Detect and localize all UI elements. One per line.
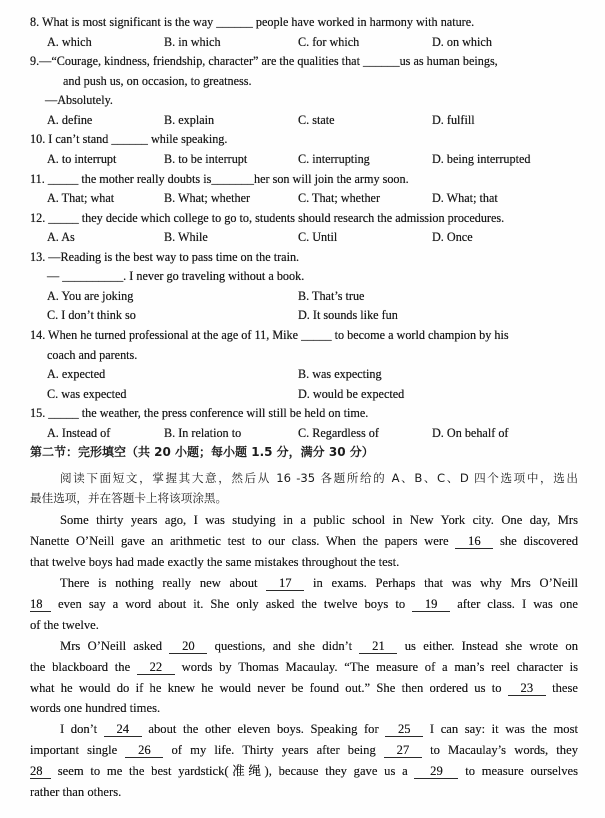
option-d: D. On behalf of bbox=[432, 425, 509, 440]
blank-26: 26 bbox=[125, 744, 163, 758]
question-stem: 9.—“Courage, kindness, friendship, character” are the qualities that ______us as human beings, bbox=[30, 54, 498, 69]
question-14-stem-line bbox=[0, 326, 605, 346]
question-11-options bbox=[0, 189, 605, 209]
option-b: B. was expecting bbox=[298, 367, 382, 382]
passage-line bbox=[30, 782, 578, 803]
section-instructions bbox=[0, 468, 605, 508]
cloze-passage bbox=[0, 510, 605, 802]
instruction-line: 阅读下面短文，掌握其大意，然后从 16 -35 各题所给的 A、B、C、D 四个选项中，选出 bbox=[60, 470, 578, 485]
option-d: D. on which bbox=[432, 34, 492, 49]
option-b: B. in which bbox=[164, 34, 221, 49]
blank-22: 22 bbox=[137, 661, 175, 675]
question-13-stem-line bbox=[0, 267, 605, 287]
blank-20: 20 bbox=[169, 640, 207, 654]
option-a: A. Instead of bbox=[47, 425, 111, 440]
passage-text: I don’t bbox=[60, 722, 104, 737]
question-stem: 13. —Reading is the best way to pass time on the train. bbox=[30, 249, 300, 264]
question-14-options-row bbox=[0, 365, 605, 385]
dialogue-reply: — __________. I never go traveling without a book. bbox=[47, 269, 305, 284]
option-a: A. That; what bbox=[47, 191, 115, 206]
question-14-options-row bbox=[0, 385, 605, 405]
passage-line bbox=[60, 636, 578, 657]
option-b: B. explain bbox=[164, 112, 215, 127]
option-a: A. You are joking bbox=[47, 288, 134, 303]
passage-text: to measure ourselves bbox=[458, 764, 579, 779]
question-11-stem-line bbox=[0, 170, 605, 190]
option-c: C. I don’t think so bbox=[47, 308, 136, 323]
passage-text: seem to me the best yardstick(准绳), because they gave us a bbox=[51, 764, 415, 779]
multiple-choice-section bbox=[0, 13, 605, 443]
option-c: C. interrupting bbox=[298, 151, 370, 166]
dialogue-reply: —Absolutely. bbox=[45, 93, 113, 108]
option-a: A. As bbox=[47, 230, 75, 245]
passage-line bbox=[30, 698, 578, 719]
passage-text: words by Thomas Macaulay. “The measure of a man’s reel character is bbox=[174, 659, 578, 674]
option-b: B. That’s true bbox=[298, 288, 365, 303]
question-stem-continued: and push us, on occasion, to greatness. bbox=[63, 73, 252, 88]
question-12-options bbox=[0, 228, 605, 248]
passage-line bbox=[60, 510, 578, 531]
question-9-options bbox=[0, 111, 605, 131]
option-d: D. being interrupted bbox=[432, 151, 531, 166]
instruction-line: 最佳选项，并在答题卡上将该项涂黑。 bbox=[30, 490, 228, 505]
passage-text: us either. Instead she wrote on bbox=[397, 638, 579, 653]
option-d: D. would be expected bbox=[298, 386, 405, 401]
blank-19: 19 bbox=[412, 598, 450, 612]
question-9-stem-line bbox=[0, 72, 605, 92]
option-d: D. What; that bbox=[432, 191, 498, 206]
question-8-stem-line bbox=[0, 13, 605, 33]
option-c: C. Until bbox=[298, 230, 338, 245]
option-a: A. which bbox=[47, 34, 92, 49]
passage-text: what he would do if he knew he would never be found out.” She then ordered us to bbox=[30, 680, 508, 695]
question-12-stem-line bbox=[0, 209, 605, 229]
question-stem: 8. What is most significant is the way ______ people have worked in harmony with nature. bbox=[30, 15, 475, 29]
passage-line bbox=[30, 678, 578, 699]
passage-line bbox=[60, 573, 578, 594]
passage-text: about the other eleven boys. Speaking for bbox=[141, 722, 386, 737]
passage-text: Some thirty years ago, I was studying in a public school in New York city. One day, Mrs bbox=[60, 513, 578, 528]
option-b: B. What; whether bbox=[164, 191, 251, 206]
passage-text: in exams. Perhaps that was why Mrs O’Neill bbox=[304, 576, 578, 591]
passage-line bbox=[30, 657, 578, 678]
passage-text: I can say: it was the most bbox=[423, 722, 578, 737]
passage-text: after class. I was one bbox=[450, 597, 578, 612]
question-stem: 12. _____ they decide which college to go to, students should research the admission procedures. bbox=[30, 210, 505, 225]
option-c: C. was expected bbox=[47, 386, 127, 401]
option-b: B. While bbox=[164, 230, 208, 245]
blank-17: 17 bbox=[266, 577, 304, 591]
question-14-stem-line bbox=[0, 346, 605, 366]
passage-text: of the twelve. bbox=[30, 617, 99, 632]
passage-text: There is nothing really new about bbox=[60, 576, 267, 591]
question-stem: 15. _____ the weather, the press conference will still be held on time. bbox=[30, 406, 369, 421]
blank-25: 25 bbox=[385, 723, 423, 737]
passage-line bbox=[30, 594, 578, 615]
option-d: D. Once bbox=[432, 230, 473, 245]
question-15-stem-line bbox=[0, 404, 605, 424]
question-9-stem-line bbox=[0, 91, 605, 111]
passage-text: of my life. Thirty years after being bbox=[163, 743, 384, 758]
option-c: C. for which bbox=[298, 34, 360, 49]
question-13-stem-line bbox=[0, 248, 605, 268]
passage-text: Mrs O’Neill asked bbox=[60, 638, 170, 653]
passage-text: these bbox=[545, 680, 579, 695]
question-10-stem-line bbox=[0, 130, 605, 150]
passage-text: important single bbox=[30, 743, 126, 758]
question-13-options-row bbox=[0, 306, 605, 326]
question-10-options bbox=[0, 150, 605, 170]
option-b: B. In relation to bbox=[164, 425, 242, 440]
question-stem-continued: coach and parents. bbox=[47, 347, 138, 362]
blank-18: 18 bbox=[30, 598, 51, 612]
option-b: B. to be interrupt bbox=[164, 151, 248, 166]
passage-text: to Macaulay’s words, they bbox=[421, 743, 578, 758]
exam-content bbox=[0, 13, 605, 803]
question-stem: 10. I can’t stand ______ while speaking. bbox=[30, 132, 228, 147]
question-stem: 11. _____ the mother really doubts is_______her son will join the army soon. bbox=[30, 171, 409, 186]
question-13-options-row bbox=[0, 287, 605, 307]
passage-text: Nanette O’Neill gave an arithmetic test to our class. When the papers were bbox=[30, 534, 456, 549]
blank-29: 29 bbox=[414, 765, 458, 779]
blank-28: 28 bbox=[30, 765, 51, 779]
blank-21: 21 bbox=[359, 640, 397, 654]
passage-line bbox=[30, 740, 578, 761]
blank-23: 23 bbox=[508, 682, 546, 696]
passage-line bbox=[30, 531, 578, 552]
option-c: C. state bbox=[298, 112, 335, 127]
passage-text: words one hundred times. bbox=[30, 701, 161, 716]
option-a: A. define bbox=[47, 112, 93, 127]
question-15-options bbox=[0, 424, 605, 444]
passage-text: she discovered bbox=[493, 534, 578, 549]
section-heading: 第二节：完形填空（共 20 小题；每小题 1.5 分，满分 30 分） bbox=[30, 445, 374, 460]
blank-16: 16 bbox=[455, 535, 493, 549]
option-d: D. It sounds like fun bbox=[298, 308, 398, 323]
question-8-options bbox=[0, 33, 605, 53]
passage-text: that twelve boys had made exactly the same mistakes throughout the test. bbox=[30, 555, 400, 570]
passage-text: the blackboard the bbox=[30, 659, 137, 674]
passage-line bbox=[30, 615, 578, 636]
question-stem: 14. When he turned professional at the age of 11, Mike _____ to become a world champion by his bbox=[30, 328, 509, 342]
option-c: C. That; whether bbox=[298, 191, 381, 206]
question-9-stem-line bbox=[0, 52, 605, 72]
passage-text: rather than others. bbox=[30, 785, 122, 800]
passage-text: even say a word about it. She only asked the twelve boys to bbox=[51, 597, 413, 612]
passage-line bbox=[30, 761, 578, 782]
option-c: C. Regardless of bbox=[298, 425, 379, 440]
option-a: A. to interrupt bbox=[47, 151, 117, 166]
blank-24: 24 bbox=[104, 723, 142, 737]
option-a: A. expected bbox=[47, 367, 106, 382]
blank-27: 27 bbox=[384, 744, 422, 758]
option-d: D. fulfill bbox=[432, 112, 475, 127]
passage-line bbox=[60, 719, 578, 740]
passage-text: questions, and she didn’t bbox=[207, 638, 360, 653]
passage-line bbox=[30, 552, 578, 573]
